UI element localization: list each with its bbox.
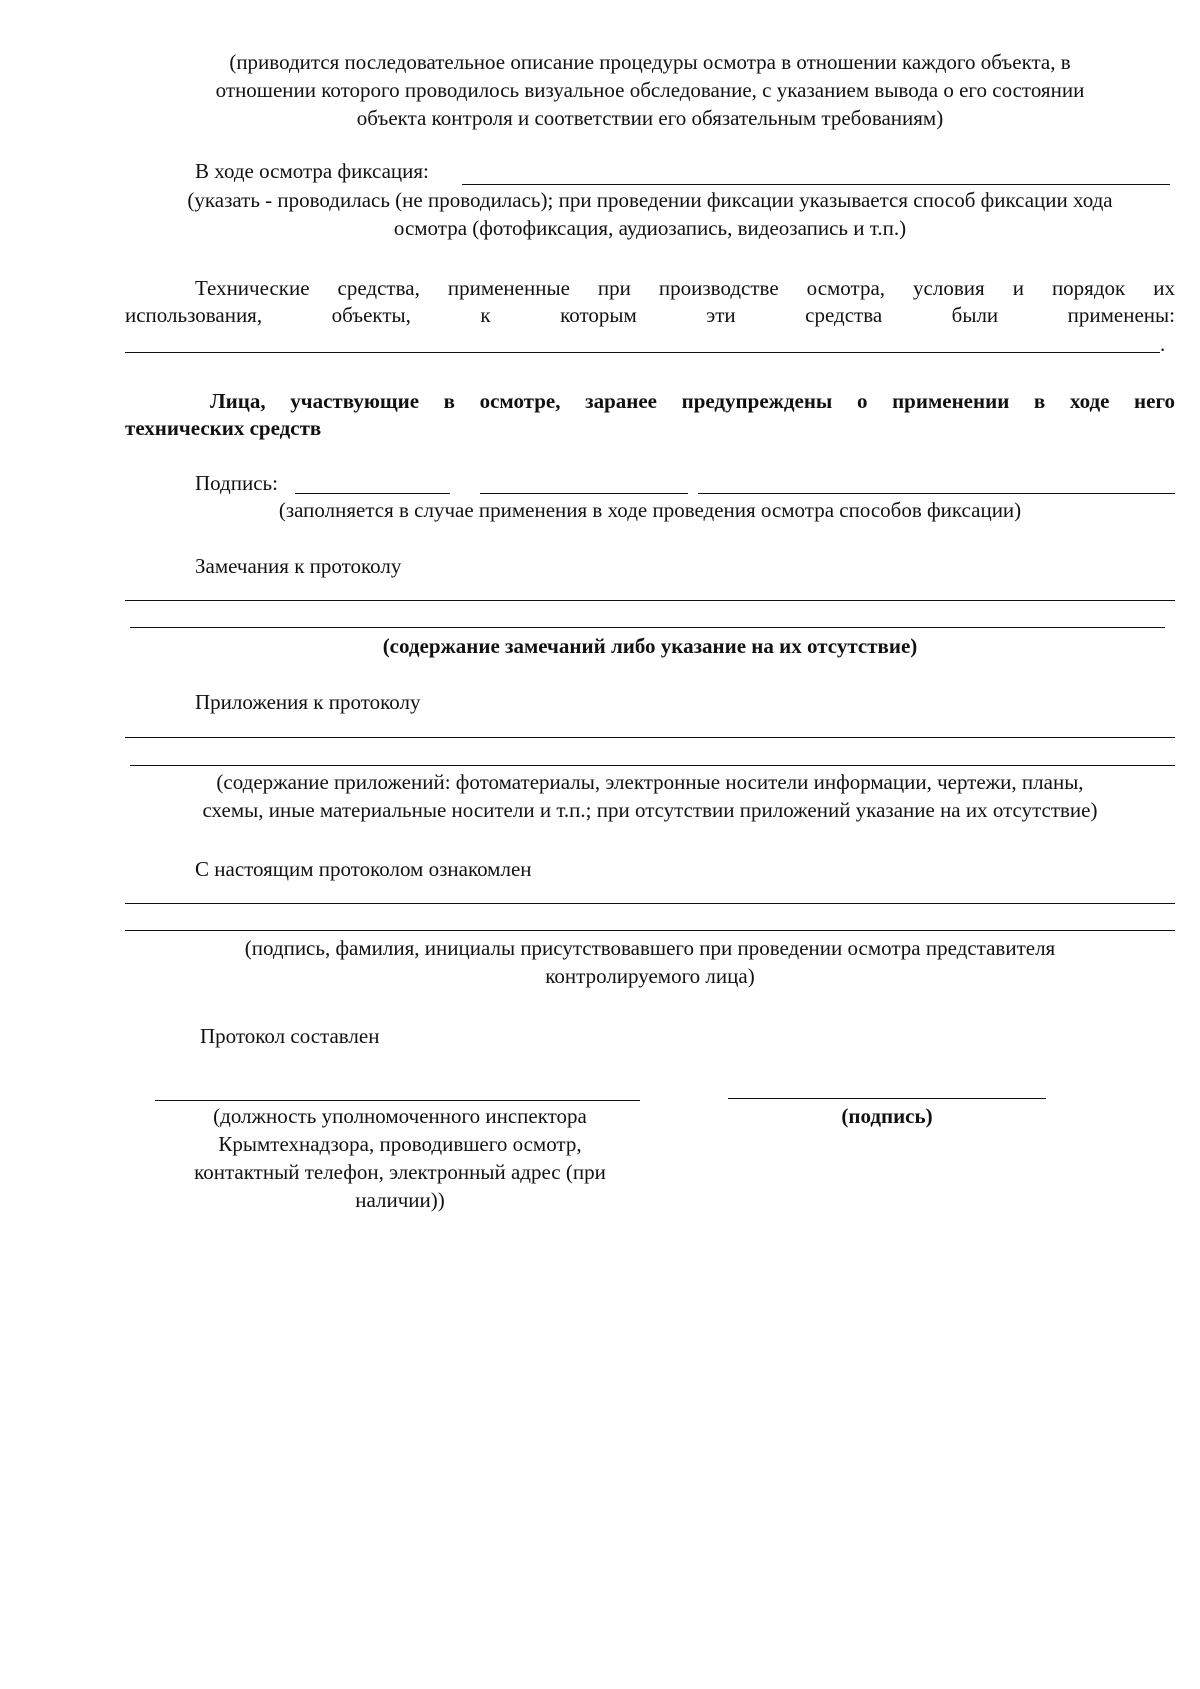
inspector-position-caption-line-1: (должность уполномоченного инспектора (213, 1104, 587, 1128)
inspector-signature-line[interactable] (728, 1098, 1046, 1099)
fixation-caption (110, 186, 1190, 242)
attachments-label: Приложения к протоколу (195, 690, 421, 714)
intro-caption-line-3: объекта контроля и соответствии его обязательным требованиям) (356, 106, 944, 130)
inspector-position-caption (140, 1102, 660, 1214)
remarks-input-line-2[interactable] (130, 627, 1165, 628)
technical-means-line-1: Технические средства, примененные при производстве осмотра, условия и порядок их (195, 276, 1175, 300)
warning-line-2: технических средств (125, 416, 322, 440)
acquainted-caption-line-1: (подпись, фамилия, инициалы присутствовавшего при проведении осмотра представителя (244, 936, 1056, 960)
acquainted-input-line-2[interactable] (125, 930, 1175, 931)
remarks-label: Замечания к протоколу (195, 554, 402, 578)
intro-caption-line-2: отношении которого проводилось визуальное обследование, с указанием вывода о его состоянии (215, 78, 1085, 102)
signature-caption: (заполняется в случае применения в ходе проведения осмотра способов фиксации) (278, 498, 1022, 522)
attachments-caption (110, 768, 1190, 824)
technical-means-end-mark: . (1160, 332, 1166, 356)
acquainted-label: С настоящим протоколом ознакомлен (195, 857, 532, 881)
signature-input-line-2[interactable] (480, 493, 688, 494)
attachments-input-line-1[interactable] (125, 737, 1175, 738)
signature-input-line-1[interactable] (295, 493, 450, 494)
acquainted-caption-line-2: контролируемого лица) (545, 964, 755, 988)
inspector-signature-caption: (подпись) (841, 1104, 933, 1128)
intro-caption-line-1: (приводится последовательное описание процедуры осмотра в отношении каждого объекта, в (229, 50, 1071, 74)
remarks-input-line-1[interactable] (125, 600, 1175, 601)
fixation-caption-line-2: осмотра (фотофиксация, аудиозапись, видеозапись и т.п.) (393, 216, 907, 240)
acquainted-caption (120, 934, 1180, 990)
compiled-label: Протокол составлен (200, 1024, 380, 1048)
attachments-input-line-2[interactable] (130, 765, 1175, 766)
technical-means-input-line[interactable] (125, 352, 1160, 353)
fixation-caption-line-1: (указать - проводилась (не проводилась); при проведении фиксации указывается способ фиксации хода (187, 188, 1113, 212)
attachments-caption-line-1: (содержание приложений: фотоматериалы, электронные носители информации, чертежи, планы, (216, 770, 1084, 794)
inspector-position-caption-line-2: Крымтехнадзора, проводившего осмотр, (218, 1132, 582, 1156)
intro-caption (120, 48, 1180, 132)
signature-input-line-3[interactable] (698, 493, 1175, 494)
inspector-position-caption-line-4: наличии)) (355, 1188, 445, 1212)
acquainted-input-line-1[interactable] (125, 903, 1175, 904)
inspector-position-caption-line-3: контактный телефон, электронный адрес (при (194, 1160, 606, 1184)
fixation-input-line[interactable] (462, 184, 1170, 185)
technical-means-line-2: использования, объекты, к которым эти средства были применены: (125, 303, 1175, 327)
remarks-caption: (содержание замечаний либо указание на их отсутствие) (382, 634, 918, 658)
fixation-label: В ходе осмотра фиксация: (195, 159, 429, 183)
attachments-caption-line-2: схемы, иные материальные носители и т.п.; при отсутствии приложений указание на их отсутствие) (202, 798, 1098, 822)
inspector-position-line[interactable] (155, 1100, 640, 1101)
warning-line-1: Лица, участвующие в осмотре, заранее предупреждены о применении в ходе него (210, 389, 1175, 413)
signature-label: Подпись: (195, 471, 278, 495)
